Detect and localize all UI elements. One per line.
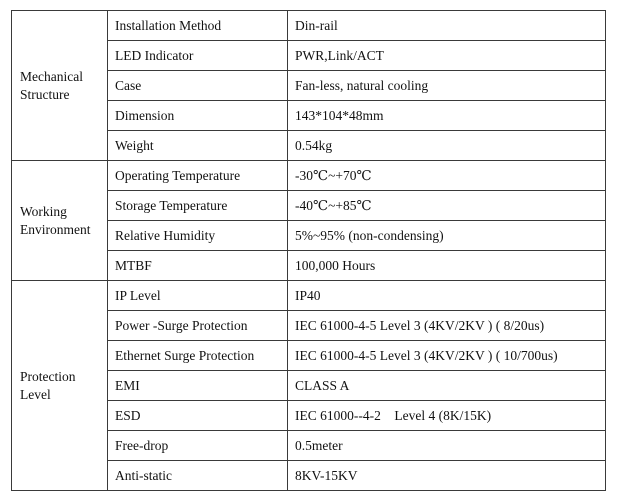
- parameter-cell: Free-drop: [108, 431, 288, 461]
- spec-row: [12, 281, 606, 311]
- specification-table-body: [12, 11, 606, 491]
- spec-row: [12, 161, 606, 191]
- parameter-cell: Dimension: [108, 101, 288, 131]
- value-cell: 5%~95% (non-condensing): [288, 221, 606, 251]
- parameter-cell: Weight: [108, 131, 288, 161]
- parameter-cell: ESD: [108, 401, 288, 431]
- group-label-line: Mechanical: [20, 68, 83, 84]
- value-cell: 143*104*48mm: [288, 101, 606, 131]
- parameter-cell: Relative Humidity: [108, 221, 288, 251]
- group-label-line: Environment: [20, 221, 91, 237]
- parameter-cell: Anti-static: [108, 461, 288, 491]
- value-cell: 8KV-15KV: [288, 461, 606, 491]
- group-label-cell: [12, 161, 108, 281]
- parameter-cell: Storage Temperature: [108, 191, 288, 221]
- value-cell: 0.5meter: [288, 431, 606, 461]
- parameter-cell: Installation Method: [108, 11, 288, 41]
- group-label-line: Structure: [20, 86, 70, 102]
- parameter-cell: Operating Temperature: [108, 161, 288, 191]
- parameter-cell: LED Indicator: [108, 41, 288, 71]
- value-cell: IEC 61000-4-5 Level 3 (4KV/2KV ) ( 10/700us): [288, 341, 606, 371]
- parameter-cell: IP Level: [108, 281, 288, 311]
- parameter-cell: Power -Surge Protection: [108, 311, 288, 341]
- value-cell: CLASS A: [288, 371, 606, 401]
- value-cell: PWR,Link/ACT: [288, 41, 606, 71]
- value-cell: IP40: [288, 281, 606, 311]
- group-label-cell: [12, 281, 108, 491]
- value-cell: -30℃~+70℃: [288, 161, 606, 191]
- parameter-cell: EMI: [108, 371, 288, 401]
- specification-table: [11, 10, 606, 491]
- group-label-line: Working: [20, 203, 67, 219]
- value-cell: -40℃~+85℃: [288, 191, 606, 221]
- value-cell: 0.54kg: [288, 131, 606, 161]
- parameter-cell: Case: [108, 71, 288, 101]
- group-label-cell: [12, 11, 108, 161]
- value-cell: 100,000 Hours: [288, 251, 606, 281]
- group-label-line: Level: [20, 386, 51, 402]
- parameter-cell: Ethernet Surge Protection: [108, 341, 288, 371]
- parameter-cell: MTBF: [108, 251, 288, 281]
- value-cell: IEC 61000--4-2 Level 4 (8K/15K): [288, 401, 606, 431]
- value-cell: IEC 61000-4-5 Level 3 (4KV/2KV ) ( 8/20us): [288, 311, 606, 341]
- value-cell: Din-rail: [288, 11, 606, 41]
- spec-row: [12, 11, 606, 41]
- group-label-line: Protection: [20, 368, 76, 384]
- value-cell: Fan-less, natural cooling: [288, 71, 606, 101]
